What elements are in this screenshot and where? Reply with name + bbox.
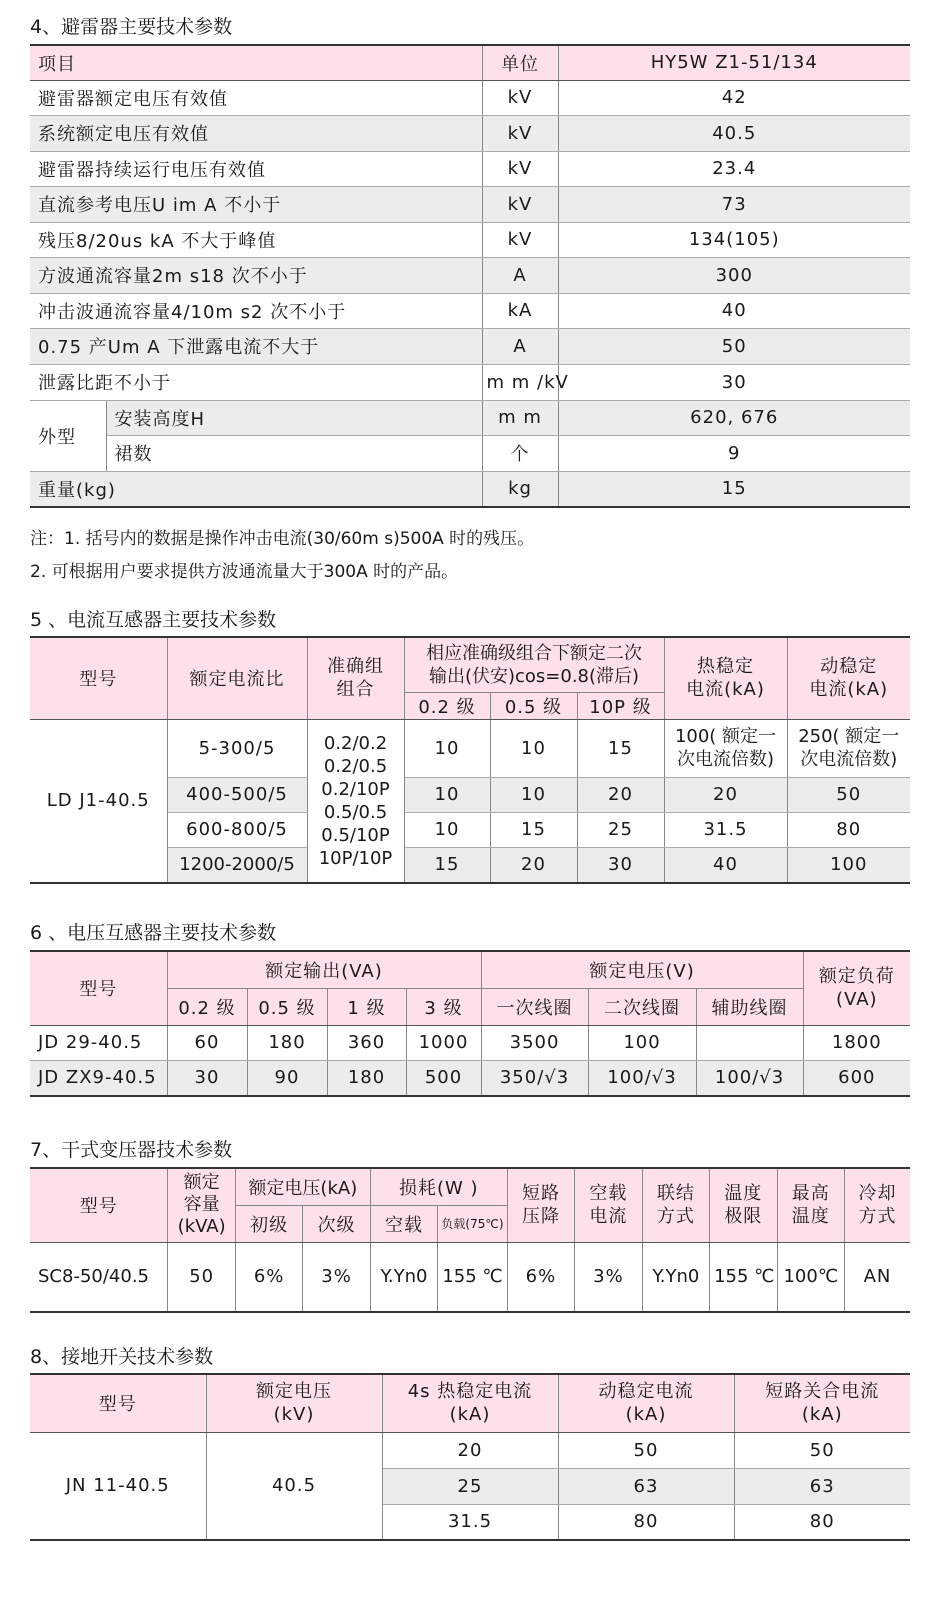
col-header-model: HY5W Z1-51/134 (558, 45, 910, 80)
col-header-load: 额定负荷 (VA) (803, 951, 910, 1025)
es-model: JN 11-40.5 (30, 1432, 206, 1540)
col-header-model: 型号 (30, 951, 167, 1025)
table-row: 600-800/5 10 15 25 31.5 80 (30, 812, 910, 847)
col-header-capacity: 额定 容量 (kVA) (168, 1168, 235, 1242)
table-row: 31.5 80 80 (30, 1504, 910, 1540)
table-row: 泄露比距不小于 m m /kV 30 (30, 364, 910, 400)
col-header-unit: 单位 (482, 45, 558, 80)
section-5-title: 5 、电流互感器主要技术参数 (30, 609, 277, 631)
note-1: 注：1. 括号内的数据是操作冲击电流(30/60m s)500A 时的残压。 (30, 529, 535, 549)
col-header-output: 额定输出(VA) (167, 951, 481, 988)
shape-label: 外型 (30, 400, 106, 471)
col-header-dynamic: 动稳定电流 (kA) (558, 1374, 734, 1432)
table-row: 裙数 个 9 (30, 435, 910, 471)
table-row: JD ZX9-40.5 30 90 180 500 350/√3 100/√3 100/√3 600 (30, 1060, 910, 1096)
col-header-noload-current: 空载 电流 (575, 1168, 642, 1242)
table-row: 400-500/5 10 10 20 20 50 (30, 777, 910, 812)
col-header-max-temp: 最高 温度 (777, 1168, 844, 1242)
table-header-row (30, 951, 910, 988)
table-row: JD 29-40.5 60 180 360 1000 3500 100 1800 (30, 1025, 910, 1060)
table-header-row (30, 1168, 910, 1205)
section-6-title: 6 、电压互感器主要技术参数 (30, 922, 277, 944)
col-header-thermal: 热稳定 电流(kA) (664, 637, 787, 719)
earthing-switch-table (30, 1373, 910, 1541)
col-header-ratio: 额定电流比 (167, 637, 307, 719)
ct-combos: 0.2/0.2 0.2/0.5 0.2/10P 0.5/0.5 0.5/10P 10P/10P (307, 719, 404, 883)
note-2: 2. 可根据用户要求提供方波通流量大于300A 时的产品。 (30, 562, 459, 582)
col-header-impedance: 短路 压降 (507, 1168, 574, 1242)
table-row: 0.75 产Um A 下泄露电流不大于 A 50 (30, 328, 910, 364)
table-row: 直流参考电压U im A 不小于 kV 73 (30, 186, 910, 222)
table-row: 1200-2000/5 15 20 30 40 100 (30, 847, 910, 883)
col-header-dynamic: 动稳定 电流(kA) (787, 637, 910, 719)
table-header-row (30, 45, 910, 80)
table-row: JN 11-40.5 40.5 20 50 50 (30, 1432, 910, 1468)
col-header-item: 项目 (30, 45, 482, 80)
arrester-spec-table (30, 44, 910, 508)
dry-transformer-table (30, 1167, 910, 1313)
voltage-transformer-table (30, 950, 910, 1097)
table-row: LD J1-40.5 5-300/5 0.2/0.2 0.2/0.5 0.2/10P 0.5/0.5 0.5/10P 10P/10P 10 10 15 100( 额定一 次电流倍数) 250( 额定一 次电流倍数) (30, 719, 910, 777)
col-header-model: 型号 (30, 1168, 168, 1242)
table-header-row: 0.2 级 0.5 级 10P 级 (30, 692, 910, 719)
section-4-title: 4、避雷器主要技术参数 (30, 16, 233, 38)
col-header-thermal: 4s 热稳定电流 (kA) (382, 1374, 558, 1432)
es-voltage: 40.5 (206, 1432, 382, 1540)
col-header-temp-limit: 温度 极限 (710, 1168, 777, 1242)
col-header-cooling: 冷却 方式 (845, 1168, 911, 1242)
col-header-loss: 损耗(W ) (370, 1168, 507, 1205)
col-header-combo: 准确组 组合 (307, 637, 404, 719)
table-row: 避雷器持续运行电压有效值 kV 23.4 (30, 151, 910, 186)
table-row: 重量(kg) kg 15 (30, 471, 910, 507)
col-header-model: 型号 (30, 1374, 206, 1432)
table-header-row (30, 1374, 910, 1432)
table-row: 外型 安装高度H m m 620, 676 (30, 400, 910, 435)
col-header-connection: 联结 方式 (642, 1168, 709, 1242)
table-row: 冲击波通流容量4/10m s2 次不小于 kA 40 (30, 293, 910, 328)
col-header-voltage: 额定电压 (kV) (206, 1374, 382, 1432)
col-header-voltage: 额定电压(kA) (235, 1168, 370, 1205)
table-header-row: 初级 次级 空载 负载(75℃) (30, 1205, 910, 1242)
section-7-title: 7、干式变压器技术参数 (30, 1139, 233, 1161)
ct-model: LD J1-40.5 (30, 719, 167, 883)
col-header-short-circuit: 短路关合电流 (kA) (734, 1374, 910, 1432)
section-8-title: 8、接地开关技术参数 (30, 1346, 214, 1368)
table-row: SC8-50/40.5 50 6% 3% Y.Yn0 155 ℃ 6% 3% Y.Yn0 155 ℃ 100℃ AN (30, 1242, 910, 1312)
col-header-voltage: 额定电压(V) (481, 951, 803, 988)
table-row: 残压8/20us kA 不大于峰值 kV 134(105) (30, 222, 910, 257)
table-header-row (30, 637, 910, 692)
current-transformer-table (30, 636, 910, 884)
table-row: 25 63 63 (30, 1468, 910, 1504)
table-header-row: 0.2 级 0.5 级 1 级 3 级 一次线圈 二次线圈 辅助线圈 (30, 988, 910, 1025)
col-header-model: 型号 (30, 637, 167, 719)
table-row: 避雷器额定电压有效值 kV 42 (30, 80, 910, 115)
table-row: 系统额定电压有效值 kV 40.5 (30, 115, 910, 151)
table-row: 方波通流容量2m s18 次不小于 A 300 (30, 257, 910, 293)
col-header-output: 相应准确级组合下额定二次 输出(伏安)cos=0.8(滞后) (404, 637, 664, 692)
